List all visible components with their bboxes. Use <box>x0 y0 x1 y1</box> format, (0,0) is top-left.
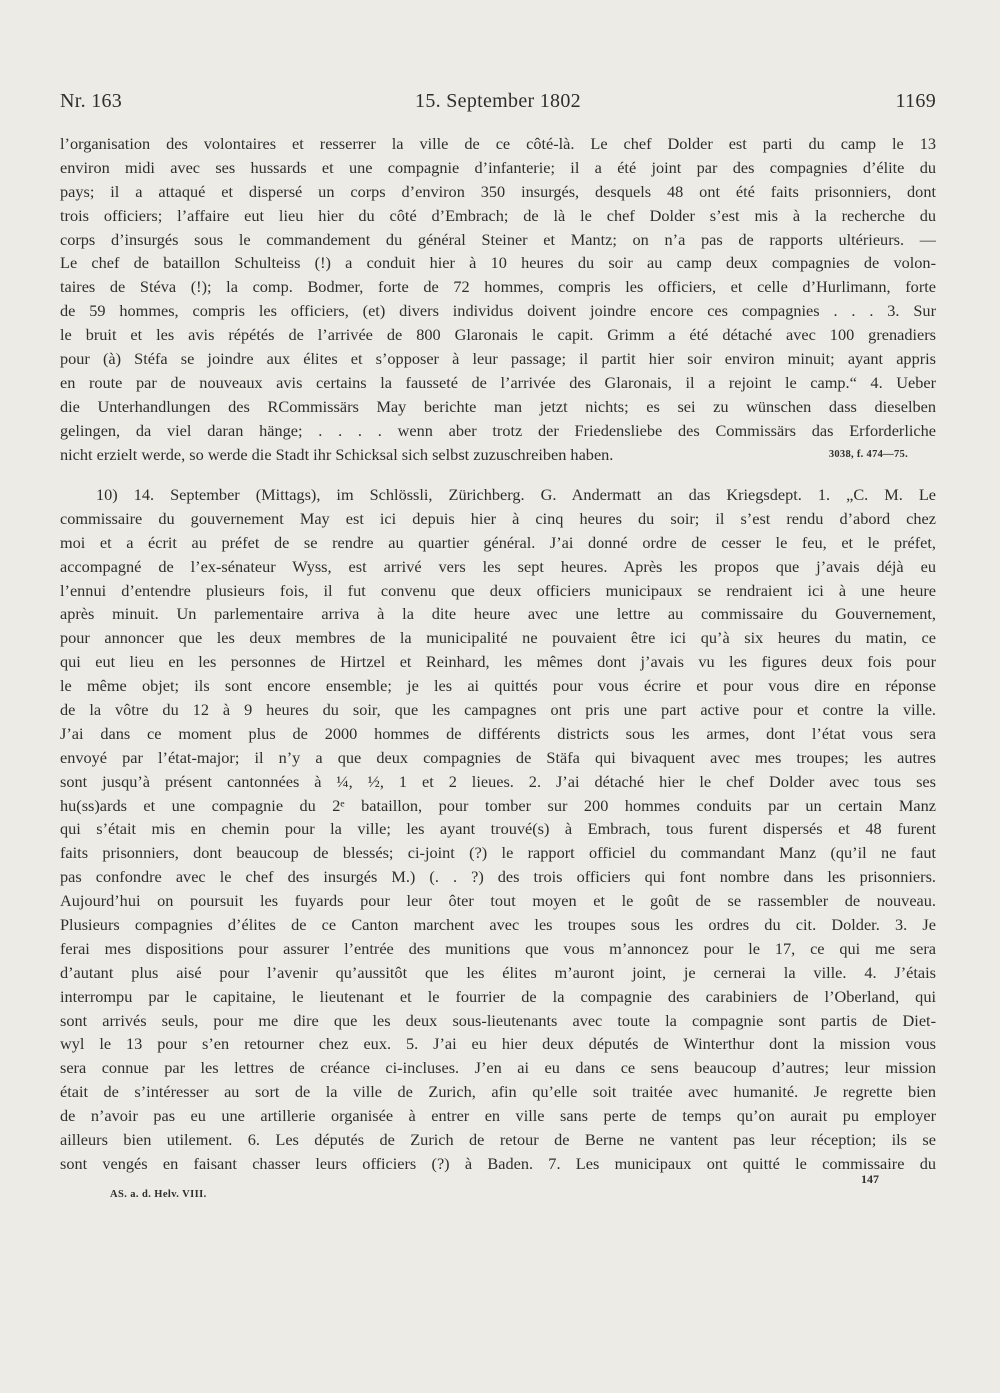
text-line: hu(ss)ards et une compagnie du 2ᵉ bataillon, pour tomber sur 200 hommes conduits par un certain Manz <box>60 795 936 815</box>
text-line: trois officiers; l’affaire eut lieu hier du côté d’Embrach; de là le chef Dolder s’est mis à la recherche du <box>60 205 936 225</box>
paragraph-continuation <box>60 132 936 466</box>
text-line: l’ennui d’entendre plusieurs fois, il fut convenu que deux officiers municipaux se rendraient ici à une heure <box>60 580 936 600</box>
archive-reference: 3038, f. 474—75. <box>828 448 908 460</box>
entry-heading-line: 10) 14. September (Mittags), im Schlössli, Zürichberg. G. Andermatt an das Kriegsdept. 1. „C. M. Le <box>96 485 936 504</box>
text-line <box>60 443 936 467</box>
paragraph-entry-10 <box>60 483 936 1176</box>
document-number: Nr. 163 <box>60 90 123 112</box>
text-line: de la vôtre du 12 à 9 heures du soir, que les campagnes ont pris une part active pour et contre la ville. <box>60 700 936 720</box>
text-line: pour annoncer que les deux membres de la municipalité ne pouvaient être ici qu’à six heures du matin, ce <box>60 628 936 648</box>
text-line: environ midi avec ses hussards et une compagnie d’infanterie; il a été joint par des compagnies d’élite du <box>60 157 936 177</box>
header-date: 15. September 1802 <box>415 90 581 112</box>
text-line: en route par de nouveaux avis certains la fausseté de l’arrivée des Glaronais, il a rejoint le camp.“ 4. Ueber <box>60 372 936 392</box>
text-line: pas confondre avec le chef des insurgés M.) (. . ?) des trois officiers qui font nombre dans les prisonniers. <box>60 867 936 887</box>
text-line: sont arrivés seuls, pour me dire que les deux sous-lieutenants avec toute la compagnie sont partis de Diet- <box>60 1010 936 1030</box>
text-line: accompagné de l’ex-sénateur Wyss, est arrivé vers les sept heures. Après les propos que j’avais déjà eu <box>60 556 936 576</box>
text-line: pays; il a attaqué et dispersé un corps d’environ 350 insurgés, desquels 48 ont été faits prisonniers, dont <box>60 181 936 201</box>
text-line: Plusieurs compagnies d’élites de ce Canton marchent avec les troupes sous les ordres du cit. Dolder. 3. Je <box>60 915 936 935</box>
text-line: commissaire du gouvernement May est ici depuis hier à cinq heures du soir; il s’est rendu d’abord chez <box>60 508 936 528</box>
text-line: après minuit. Un parlementaire arriva à la dite heure avec une lettre au commissaire du Gouvernement, <box>60 604 936 624</box>
text-line: die Unterhandlungen des RCommissärs May berichte man jetzt nichts; es sei zu wünschen dass dieselben <box>60 396 936 416</box>
text-line: ferai mes dispositions pour assurer l’entrée des munitions que vous m’annoncez pour le 17, ce qui me sera <box>60 938 936 958</box>
series-signature: AS. a. d. Helv. VIII. <box>110 1189 207 1200</box>
page-number: 1169 <box>895 90 936 112</box>
text-line: faits prisonniers, dont beaucoup de blessés; ci-joint (?) le rapport officiel du commandant Manz (qu’il ne faut <box>60 843 936 863</box>
text-line: Aujourd’hui on poursuit les fuyards pour leur ôter tout moyen et le goût de se rassembler de nouveau. <box>60 891 936 911</box>
text-line: de 59 hommes, compris les officiers, (et) divers individus doivent joindre encore ces compagnies . . . 3. Sur <box>60 301 936 321</box>
text-line: interrompu par le capitaine, le lieutenant et le fourrier de la compagnie des carabiniers de l’Oberland, qui <box>60 986 936 1006</box>
text-line: sont jusqu’à présent cantonnées à ¼, ½, 1 et 2 lieues. 2. J’ai détaché hier le chef Dolder avec tous ses <box>60 771 936 791</box>
text-line: qui s’était mis en chemin pour la ville; les ayant trouvé(s) à Embrach, tous furent dispersés et 48 furent <box>60 819 936 839</box>
text-line: envoyé par l’état-major; il n’y a que deux compagnies de Stäfa qui bivaquent avec mes troupes; les autres <box>60 747 936 767</box>
text-line: sont vengés en faisant chasser leurs officiers (?) à Baden. 7. Les municipaux ont quitté le commissaire du <box>60 1153 936 1173</box>
text-line: l’organisation des volontaires et resserrer la ville de ce côté-là. Le chef Dolder est parti du camp le 13 <box>60 134 936 153</box>
text-line: le même objet; ils sont encore ensemble; je les ai quittés pour vous écrire et pour vous dire en réponse <box>60 676 936 696</box>
text-line: taires de Stéva (!); la comp. Bodmer, forte de 72 hommes, compris les officiers, et celle d’Hurlimann, forte <box>60 277 936 297</box>
text-line: d’autant plus aisé pour l’avenir qu’aussitôt que les élites m’auront joint, je cernerai la ville. 4. J’étais <box>60 962 936 982</box>
text-line-content: nicht erzielt werde, so werde die Stadt ihr Schicksal sich selbst zuzuschreiben haben. <box>60 444 614 464</box>
text-line: de n’avoir pas eu une artillerie organisée à entrer en ville sans perte de temps qu’on aurait pu employer <box>60 1106 936 1126</box>
text-line: sera connue par les lettres de créance ci-incluses. J’en ai eu dans ce sens beaucoup d’autres; leur mission <box>60 1058 936 1078</box>
text-line: Le chef de bataillon Schulteiss (!) a conduit hier à 10 heures du soir au camp deux compagnies de volon- <box>60 253 936 273</box>
text-line: qui eut lieu en les personnes de Hirtzel et Reinhard, les mêmes dont j’avais vu les figures deux fois pour <box>60 652 936 672</box>
running-header <box>60 90 936 120</box>
text-line: le bruit et les avis répétés de l’arrivée de 800 Glaronais le capit. Grimm a été détaché avec 100 grenadiers <box>60 325 936 345</box>
text-line: moi et a écrit au préfet de se rendre au quartier général. J’ai donné ordre de cesser le feu, et le préfet, <box>60 532 936 552</box>
text-line: ailleurs bien utilement. 6. Les députés de Zurich de retour de Berne ne vantent pas leur réception; ils se <box>60 1130 936 1150</box>
text-line: gelingen, da viel daran hänge; . . . . wenn aber trotz der Friedensliebe des Commissärs das Erforderliche <box>60 420 936 440</box>
text-line: était de s’intéresser au sort de la ville de Zurich, afin qu’elle soit traitée avec humanité. Je regrette bien <box>60 1082 936 1102</box>
text-line: corps d’insurgés sous le commandement du général Steiner et Mantz; on n’a pas de rapports ultérieurs. — <box>60 229 936 249</box>
printer-signature: 147 <box>861 1172 879 1186</box>
text-line: pour (à) Stéfa se joindre aux élites et s’opposer à leur passage; il partit hier soir environ minuit; ayant appris <box>60 349 936 369</box>
text-line: J’ai dans ce moment plus de 2000 hommes de différents districts sous les armes, dont l’état vous sera <box>60 723 936 743</box>
text-line: wyl le 13 pour s’en retourner chez eux. 5. J’ai eu hier deux députés de Winterthur dont la mission vous <box>60 1034 936 1054</box>
